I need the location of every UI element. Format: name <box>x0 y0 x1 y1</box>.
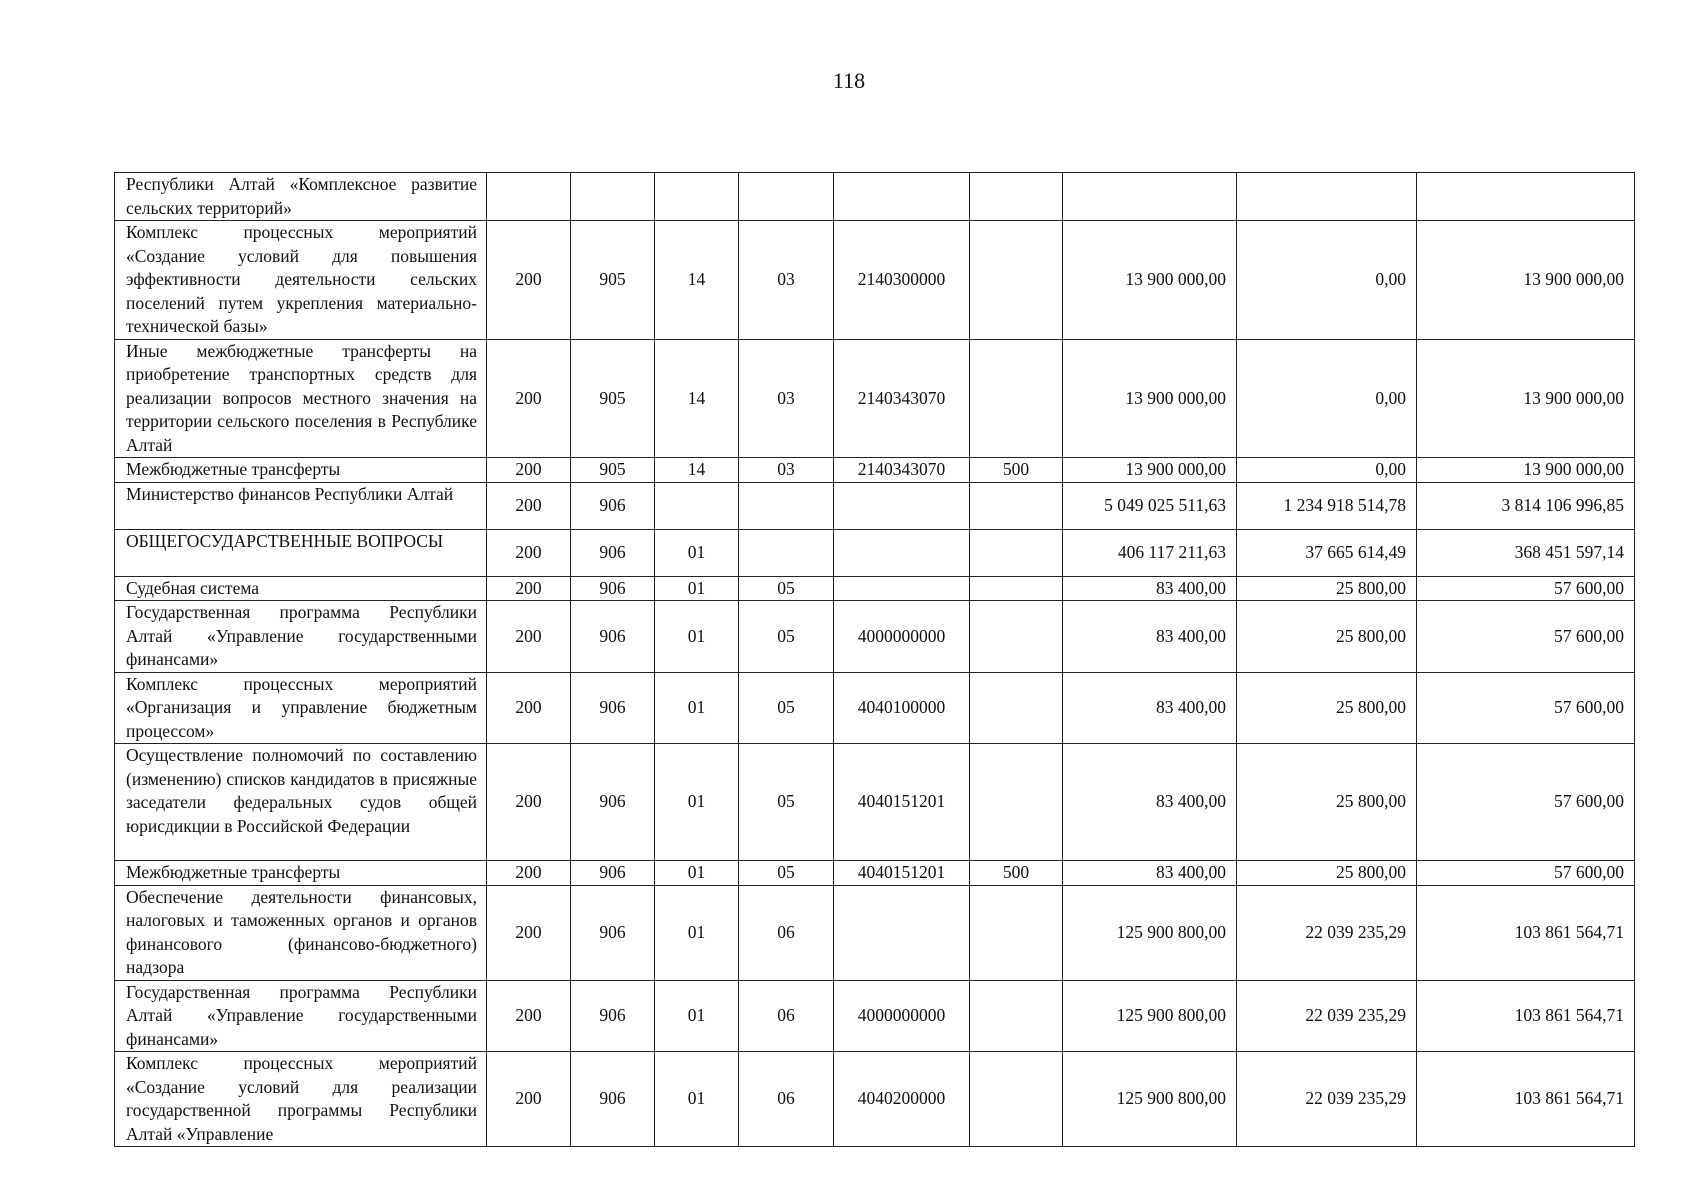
cell-code-3: 01 <box>655 861 739 886</box>
cell-amount-2: 22 039 235,29 <box>1237 1052 1417 1147</box>
cell-code-5: 4040100000 <box>834 672 970 744</box>
cell-code-6: 500 <box>970 458 1063 483</box>
table-row <box>115 576 1635 601</box>
cell-code-5 <box>834 576 970 601</box>
cell-code-2: 906 <box>571 744 655 861</box>
page-number: 118 <box>832 68 866 93</box>
cell-amount-2: 25 800,00 <box>1237 672 1417 744</box>
table-row <box>115 529 1635 576</box>
cell-amount-3: 57 600,00 <box>1417 744 1635 861</box>
cell-code-6 <box>970 885 1063 980</box>
table-row <box>115 482 1635 529</box>
cell-code-2: 905 <box>571 221 655 340</box>
cell-code-2: 906 <box>571 672 655 744</box>
cell-amount-3: 3 814 106 996,85 <box>1417 482 1635 529</box>
cell-code-3: 01 <box>655 885 739 980</box>
cell-code-1: 200 <box>487 601 571 673</box>
cell-code-1: 200 <box>487 529 571 576</box>
cell-amount-3: 57 600,00 <box>1417 576 1635 601</box>
table-row <box>115 221 1635 340</box>
row-name: Государственная программа Республики Алтай «Управление государственными финансами» <box>115 980 487 1052</box>
cell-code-3: 01 <box>655 980 739 1052</box>
cell-code-5 <box>834 173 970 221</box>
cell-code-2: 906 <box>571 885 655 980</box>
cell-code-1: 200 <box>487 339 571 458</box>
cell-code-1: 200 <box>487 576 571 601</box>
cell-amount-2: 25 800,00 <box>1237 861 1417 886</box>
cell-code-3: 14 <box>655 221 739 340</box>
cell-code-6 <box>970 576 1063 601</box>
cell-amount-2: 37 665 614,49 <box>1237 529 1417 576</box>
cell-code-6 <box>970 482 1063 529</box>
cell-code-5: 4000000000 <box>834 980 970 1052</box>
cell-code-6: 500 <box>970 861 1063 886</box>
row-name: Судебная система <box>115 576 487 601</box>
cell-amount-2: 22 039 235,29 <box>1237 980 1417 1052</box>
cell-code-3: 01 <box>655 744 739 861</box>
table-row <box>115 458 1635 483</box>
cell-amount-3: 13 900 000,00 <box>1417 339 1635 458</box>
cell-amount-3: 57 600,00 <box>1417 601 1635 673</box>
cell-amount-1: 125 900 800,00 <box>1063 885 1237 980</box>
cell-code-5: 2140343070 <box>834 339 970 458</box>
cell-code-4: 05 <box>739 744 834 861</box>
cell-code-5: 4000000000 <box>834 601 970 673</box>
cell-code-2: 906 <box>571 576 655 601</box>
cell-code-5: 2140343070 <box>834 458 970 483</box>
cell-amount-2: 22 039 235,29 <box>1237 885 1417 980</box>
row-name: Обеспечение деятельности финансовых, налоговых и таможенных органов и органов финансового (финансово-бюджетного) надзора <box>115 885 487 980</box>
table-row <box>115 1052 1635 1147</box>
cell-code-1: 200 <box>487 1052 571 1147</box>
cell-code-4: 03 <box>739 221 834 340</box>
cell-amount-3: 103 861 564,71 <box>1417 1052 1635 1147</box>
cell-code-2: 906 <box>571 482 655 529</box>
row-name: Межбюджетные трансферты <box>115 861 487 886</box>
cell-code-5: 4040151201 <box>834 861 970 886</box>
cell-code-6 <box>970 221 1063 340</box>
cell-code-4: 03 <box>739 339 834 458</box>
row-name: Министерство финансов Республики Алтай <box>115 482 487 529</box>
cell-code-6 <box>970 1052 1063 1147</box>
cell-code-2: 906 <box>571 1052 655 1147</box>
cell-code-1: 200 <box>487 980 571 1052</box>
cell-code-1: 200 <box>487 672 571 744</box>
cell-code-6 <box>970 173 1063 221</box>
cell-code-2: 905 <box>571 458 655 483</box>
cell-code-3: 01 <box>655 672 739 744</box>
cell-amount-3: 103 861 564,71 <box>1417 885 1635 980</box>
cell-amount-1: 83 400,00 <box>1063 744 1237 861</box>
cell-amount-3: 13 900 000,00 <box>1417 221 1635 340</box>
cell-code-1 <box>487 173 571 221</box>
cell-code-1: 200 <box>487 885 571 980</box>
cell-amount-2: 0,00 <box>1237 339 1417 458</box>
cell-amount-2: 0,00 <box>1237 458 1417 483</box>
cell-code-1: 200 <box>487 482 571 529</box>
cell-amount-2: 1 234 918 514,78 <box>1237 482 1417 529</box>
cell-code-6 <box>970 529 1063 576</box>
cell-code-3: 01 <box>655 529 739 576</box>
cell-code-4 <box>739 529 834 576</box>
row-name: Комплекс процессных мероприятий «Создание условий для повышения эффективности деятельности сельских поселений путем укрепления материально-технической базы» <box>115 221 487 340</box>
table-row <box>115 980 1635 1052</box>
table-row <box>115 601 1635 673</box>
cell-code-3 <box>655 173 739 221</box>
cell-code-1: 200 <box>487 221 571 340</box>
budget-table <box>114 172 1635 1147</box>
cell-code-4: 05 <box>739 576 834 601</box>
row-name: ОБЩЕГОСУДАРСТВЕННЫЕ ВОПРОСЫ <box>115 529 487 576</box>
cell-code-3: 14 <box>655 458 739 483</box>
cell-amount-3: 13 900 000,00 <box>1417 458 1635 483</box>
cell-code-1: 200 <box>487 744 571 861</box>
cell-code-4 <box>739 482 834 529</box>
cell-amount-3: 103 861 564,71 <box>1417 980 1635 1052</box>
cell-code-3: 01 <box>655 576 739 601</box>
cell-amount-1: 406 117 211,63 <box>1063 529 1237 576</box>
cell-amount-2 <box>1237 173 1417 221</box>
cell-code-3: 14 <box>655 339 739 458</box>
table-row <box>115 672 1635 744</box>
cell-amount-1: 5 049 025 511,63 <box>1063 482 1237 529</box>
cell-code-4: 05 <box>739 601 834 673</box>
cell-code-5: 2140300000 <box>834 221 970 340</box>
cell-amount-3: 57 600,00 <box>1417 861 1635 886</box>
table-row <box>115 339 1635 458</box>
cell-code-6 <box>970 744 1063 861</box>
cell-amount-2: 25 800,00 <box>1237 576 1417 601</box>
row-name: Комплекс процессных мероприятий «Создание условий для реализации государственной программы Республики Алтай «Управление <box>115 1052 487 1147</box>
cell-code-4: 03 <box>739 458 834 483</box>
cell-amount-1: 125 900 800,00 <box>1063 1052 1237 1147</box>
cell-code-4: 06 <box>739 980 834 1052</box>
cell-code-6 <box>970 980 1063 1052</box>
cell-code-2: 906 <box>571 529 655 576</box>
row-name: Государственная программа Республики Алтай «Управление государственными финансами» <box>115 601 487 673</box>
cell-code-6 <box>970 339 1063 458</box>
cell-amount-2: 25 800,00 <box>1237 601 1417 673</box>
cell-amount-3: 57 600,00 <box>1417 672 1635 744</box>
row-name: Осуществление полномочий по составлению (изменению) списков кандидатов в присяжные заседатели федеральных судов общей юрисдикции в Российской Федерации <box>115 744 487 861</box>
cell-code-2: 905 <box>571 339 655 458</box>
cell-code-3: 01 <box>655 1052 739 1147</box>
cell-code-2: 906 <box>571 601 655 673</box>
cell-amount-1: 13 900 000,00 <box>1063 339 1237 458</box>
row-name: Комплекс процессных мероприятий «Организация и управление бюджетным процессом» <box>115 672 487 744</box>
cell-code-1: 200 <box>487 861 571 886</box>
cell-amount-2: 0,00 <box>1237 221 1417 340</box>
cell-amount-1: 13 900 000,00 <box>1063 221 1237 340</box>
cell-amount-1: 83 400,00 <box>1063 672 1237 744</box>
cell-amount-2: 25 800,00 <box>1237 744 1417 861</box>
cell-amount-1: 83 400,00 <box>1063 861 1237 886</box>
cell-code-1: 200 <box>487 458 571 483</box>
cell-code-2: 906 <box>571 980 655 1052</box>
cell-amount-1: 13 900 000,00 <box>1063 458 1237 483</box>
cell-amount-3: 368 451 597,14 <box>1417 529 1635 576</box>
table-row <box>115 885 1635 980</box>
cell-code-6 <box>970 672 1063 744</box>
cell-code-5 <box>834 885 970 980</box>
cell-code-3: 01 <box>655 601 739 673</box>
cell-code-5 <box>834 482 970 529</box>
cell-code-5: 4040151201 <box>834 744 970 861</box>
cell-code-4 <box>739 173 834 221</box>
table-row <box>115 744 1635 861</box>
cell-code-2 <box>571 173 655 221</box>
cell-amount-1 <box>1063 173 1237 221</box>
cell-amount-1: 83 400,00 <box>1063 601 1237 673</box>
cell-code-6 <box>970 601 1063 673</box>
cell-amount-3 <box>1417 173 1635 221</box>
cell-code-4: 05 <box>739 672 834 744</box>
cell-code-5 <box>834 529 970 576</box>
row-name: Иные межбюджетные трансферты на приобретение транспортных средств для реализации вопросов местного значения на территории сельского поселения в Республике Алтай <box>115 339 487 458</box>
row-name: Межбюджетные трансферты <box>115 458 487 483</box>
cell-amount-1: 125 900 800,00 <box>1063 980 1237 1052</box>
cell-code-4: 06 <box>739 885 834 980</box>
table-row <box>115 173 1635 221</box>
row-name: Республики Алтай «Комплексное развитие сельских территорий» <box>115 173 487 221</box>
cell-amount-1: 83 400,00 <box>1063 576 1237 601</box>
cell-code-4: 05 <box>739 861 834 886</box>
table-row <box>115 861 1635 886</box>
cell-code-4: 06 <box>739 1052 834 1147</box>
cell-code-5: 4040200000 <box>834 1052 970 1147</box>
cell-code-2: 906 <box>571 861 655 886</box>
cell-code-3 <box>655 482 739 529</box>
